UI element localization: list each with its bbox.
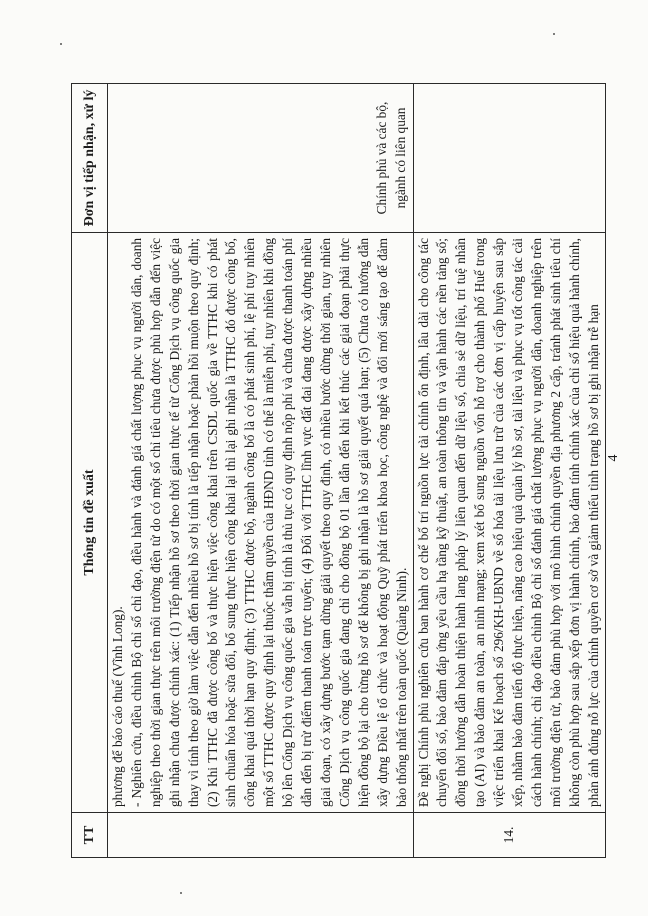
proposal-paragraph: - Nghiên cứu, điều chỉnh Bộ chỉ số chỉ đạo, điều hành và đánh giá chất lượng phục vụ người dân, doanh nghiệp theo thời gian thực trên môi trường điện tử do có một số chỉ tiêu chưa được phù hợp dẫn đến việc ghi nhận chưa được chính xác: (1) Tiếp nhận hồ sơ theo thời gian thực tế từ Cổng Dịch vụ công quốc gia thay vì tính theo giờ làm việc dẫn đến nhiều hồ sơ bị tính là tiếp nhận hoặc phản hồi muộn theo quy định; (2) Khi TTHC đã được công bố và thực hiện việc công khai trên CSDL quốc gia về TTHC khi có phát sinh chuẩn hóa hoặc sửa đổi, bổ sung thực hiện công khai lại thì lại ghi nhận là TTHC đó được công bố, công khai quá thời hạn quy định; (3) TTHC được bộ, ngành công bố là có phát sinh phí, lệ phí tuy nhiên một số TTHC được quy định lại thuộc thẩm quyền của HĐND tỉnh có thể là miễn phí, tuy nhiên khi đồng bộ lên Cổng Dịch vụ công quốc gia vẫn bị tính là thủ tục có quy định nộp phí và chưa được thanh toán phí dẫn đến bị trừ điểm thanh toán trực tuyến; (4) Đối với TTHC lĩnh vực đất đai đang được xây dựng nhiều giai đoạn, có xây dựng bước tạm dừng giải quyết theo quy định, có nhiều bước dừng thời gian, tuy nhiên Cổng Dịch vụ công quốc gia đang chỉ cho đồng bộ 01 lần dẫn đến khi kết thúc các giai đoạn phải thực hiện đồng bộ lại cho từng hồ sơ để không bị ghi nhận là hồ sơ giải quyết quá hạn; (5) Chưa có hướng dẫn xây dựng Điều lệ tổ chức và hoạt động Quỹ phát triển khoa học, công nghệ và đổi mới sáng tạo để đảm bảo thống nhất trên toàn quốc (Quảng Ninh). — [128, 238, 409, 807]
handling-unit-text: Chính phủ và các bộ, ngành có liên quan — [374, 101, 408, 215]
row-number — [108, 813, 414, 858]
proposal-text-cell — [108, 233, 414, 813]
table-header-row — [72, 84, 108, 858]
page-number: 4 — [606, 454, 621, 462]
header-tt: TT — [72, 813, 108, 858]
header-handling-unit: Đơn vị tiếp nhận, xử lý — [72, 84, 108, 233]
handling-unit-cell — [108, 84, 414, 233]
header-proposal-info: Thông tin đề xuất — [72, 233, 108, 813]
proposal-paragraph: Đề nghị Chính phủ nghiên cứu ban hành cơ chế bố trí nguồn lực tài chính ổn định, lâu dài cho công tác chuyển đổi số, bảo đảm đáp ứng yêu cầu hạ tầng kỹ thuật, an toàn thông tin và vận hành các nền tảng số; đồng thời hướng dẫn hoàn thiện hành lang pháp lý liên quan đến dữ liệu số, chia sẻ dữ liệu, trí tuệ nhân tạo (AI) và bảo đảm an toàn, an ninh mạng; xem xét bổ sung nguồn vốn hỗ trợ cho thành phố Huế trong việc triển khai Kế hoạch số 296/KH-UBND về số hóa tài liệu lưu trữ của các đơn vị cấp huyện sau sắp xếp, nhằm bảo đảm tiến độ thực hiện, nâng cao hiệu quả quản lý hồ sơ, tài liệu và phục vụ tốt công tác cải cách hành chính; chỉ đạo điều chỉnh Bộ chỉ số đánh giá chất lượng phục vụ người dân, doanh nghiệp trên môi trường điện tử, bảo đảm phù hợp với mô hình chính quyền địa phương 2 cấp, tránh phát sinh tiêu chí không còn phù hợp sau sắp xếp đơn vị hành chính, bảo đảm tính chính xác của chỉ số hiệu quả hành chính, phản ánh đúng nỗ lực của chính quyền cơ sở và giảm thiểu tình trạng hồ sơ bị ghi nhận trễ hạn — [415, 238, 601, 807]
handling-unit-cell — [413, 84, 605, 233]
proposal-table — [71, 83, 606, 858]
table-row — [413, 84, 605, 858]
proposal-paragraph: phương để báo cáo thuế (Vĩnh Long). — [110, 606, 125, 807]
row-number: 14. — [413, 813, 605, 858]
proposal-text-cell — [413, 233, 605, 813]
table-row — [108, 84, 414, 858]
